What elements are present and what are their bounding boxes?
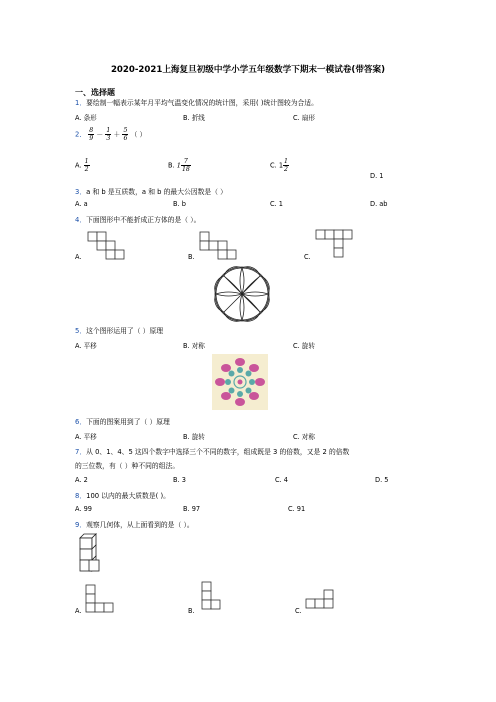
option-b: B. 对称 [183, 342, 205, 350]
option-a: A. a [75, 200, 88, 208]
option-a: A. 2 [75, 476, 88, 484]
option-b: B. 旋转 [183, 433, 205, 441]
fraction: $\frac{1}{3}$ [106, 127, 111, 142]
option-c: C. 1 [270, 200, 283, 208]
option-a: A. 平移 [75, 433, 97, 441]
option-a: A. [75, 253, 82, 261]
option-b: B. 3 [173, 476, 186, 484]
question-number: 2． [75, 130, 87, 139]
question-2 [75, 127, 146, 142]
rotation-flower-figure [213, 265, 271, 323]
question-number: 7． [75, 448, 87, 456]
option-b: B. [188, 607, 195, 615]
top-view-option-c [306, 590, 340, 614]
question-text: 下面图形中不能折成正方体的是（ ）。 [86, 216, 201, 224]
question-number: 9． [75, 521, 87, 529]
option-b: B. 折线 [183, 114, 205, 122]
option-c: C. 1 $\frac{1}{2}$ [270, 158, 288, 173]
option-b: B. 97 [183, 505, 201, 513]
option-a: A. 条形 [75, 114, 97, 122]
question-text-line-2: 的三位数，有（ ）种不同的组法。 [75, 462, 180, 470]
question-number: 3． [75, 188, 87, 196]
option-c: C. 91 [288, 505, 306, 513]
option-a: A. [75, 607, 82, 615]
option-c: C. 4 [275, 476, 288, 484]
question-1 [75, 97, 318, 107]
top-view-option-a [86, 585, 116, 615]
option-a: A. $\frac{1}{2}$ [75, 158, 89, 173]
question-text-line-1: 从 0、1、4、5 这四个数字中选择三个不同的数字，组成既是 3 的倍数，又是 2 的倍数 [86, 448, 350, 456]
operator: － [96, 130, 104, 139]
cube-net-c [316, 230, 356, 260]
question-text: 观察几何体，从上面看到的是（ ）。 [86, 521, 194, 529]
option-a: A. 平移 [75, 342, 97, 350]
question-5 [75, 325, 163, 335]
section-heading: 一、选择题 [75, 88, 115, 97]
option-d: D. 1 [370, 172, 384, 180]
option-c: C. 扇形 [293, 114, 315, 122]
option-c: C. [295, 607, 302, 615]
question-text: 下面的图案用到了（ ）原理 [86, 418, 170, 426]
cube-net-b [200, 232, 250, 262]
operator: ＋ [113, 130, 121, 139]
question-number: 5． [75, 327, 87, 335]
option-b: B. 1 $\frac{7}{18}$ [168, 158, 190, 173]
document-title: 2020-2021上海复旦初级中学小学五年级数学下期末一模试卷(带答案) [110, 65, 386, 75]
option-d: D. 5 [375, 476, 389, 484]
question-number: 6． [75, 418, 87, 426]
rotational-pattern-image [212, 354, 268, 410]
option-a: A. 99 [75, 505, 92, 513]
question-text: 这个图形运用了（ ）原理 [86, 327, 164, 335]
option-c: C. [304, 253, 311, 261]
option-b: B. [188, 253, 195, 261]
question-number: 4． [75, 216, 87, 224]
question-number: 8． [75, 492, 87, 500]
option-d: D. ab [370, 200, 388, 208]
question-text: 100 以内的最大质数是( )。 [86, 492, 170, 500]
question-4 [75, 214, 200, 224]
question-6 [75, 416, 170, 426]
option-c: C. 对称 [293, 433, 315, 441]
question-text: 要绘制一幅表示某年月平均气温变化情况的统计图，采用( )统计图较为合适。 [86, 99, 318, 107]
fraction: $\frac{5}{6}$ [123, 127, 128, 142]
cube-stack-figure [76, 530, 102, 578]
answer-blank: （ ） [130, 130, 147, 139]
question-8 [75, 490, 170, 500]
top-view-option-b [202, 582, 226, 614]
option-c: C. 旋转 [293, 342, 315, 350]
fraction: $\frac{8}{9}$ [89, 127, 94, 142]
question-9 [75, 519, 194, 529]
cube-net-a [88, 232, 128, 262]
question-3 [75, 186, 227, 196]
option-b: B. b [173, 200, 186, 208]
question-text: a 和 b 是互质数，a 和 b 的最大公因数是（ ） [86, 188, 227, 196]
question-number: 1． [75, 99, 87, 107]
question-7 [75, 446, 349, 456]
